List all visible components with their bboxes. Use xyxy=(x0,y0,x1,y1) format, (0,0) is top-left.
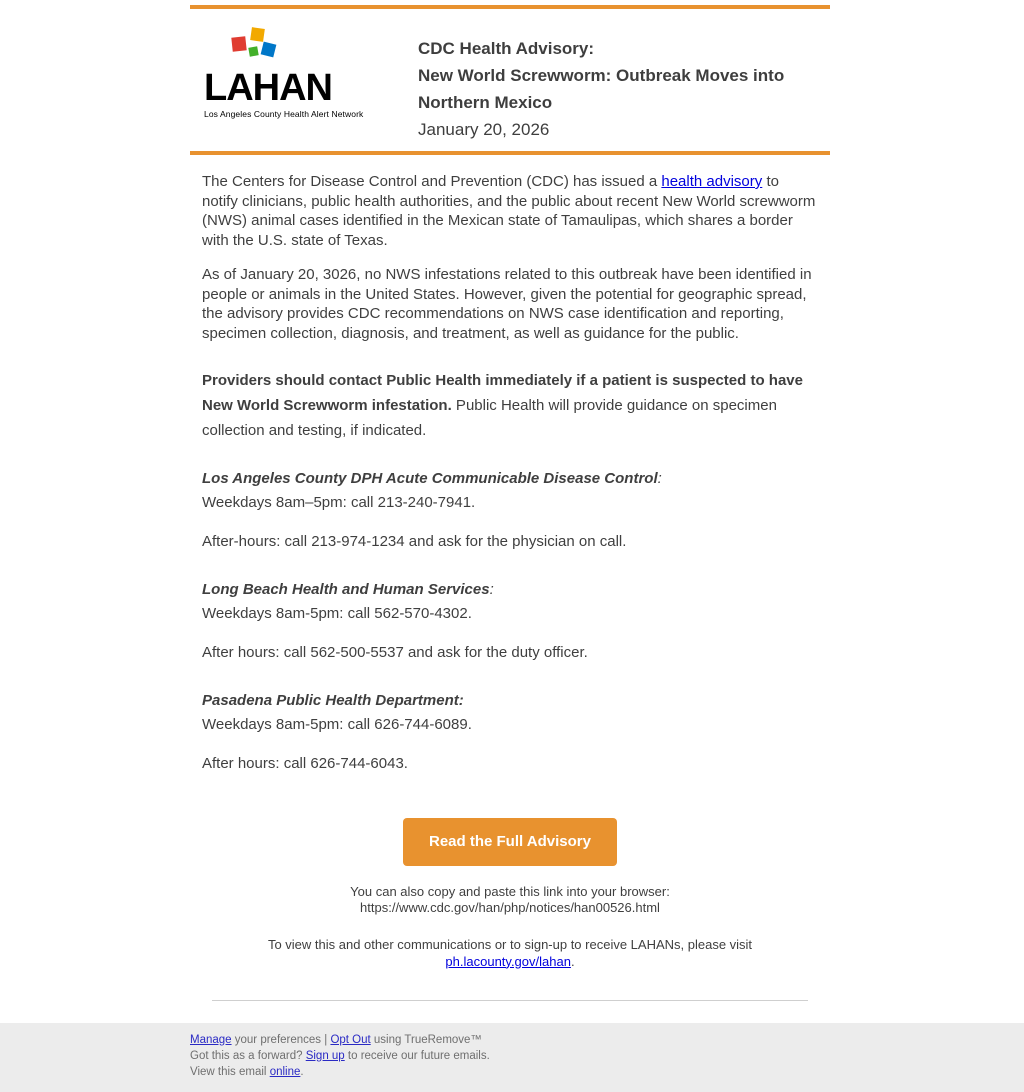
logo-gold-square-icon xyxy=(250,27,265,42)
contact-name: Los Angeles County DPH Acute Communicable Disease Control xyxy=(202,470,658,487)
advisory-url-text: https://www.cdc.gov/han/php/notices/han00526.html xyxy=(360,899,660,915)
contact-afterhours-line: After-hours: call 213-974-1234 and ask for the physician on call. xyxy=(202,533,627,550)
forward-text-after: to receive our future emails. xyxy=(344,1049,490,1062)
paragraph-intro xyxy=(202,172,818,250)
contact-name-suffix: : xyxy=(489,581,494,598)
sign-up-link[interactable]: Sign up xyxy=(305,1049,345,1062)
view-text-before: View this email xyxy=(190,1065,270,1078)
lahan-logo xyxy=(204,25,418,143)
logo-tagline: Los Angeles County Health Alert Network xyxy=(204,109,364,119)
email-header xyxy=(190,9,830,151)
contact-name: Pasadena Public Health Department: xyxy=(202,692,464,709)
intro-text-after-link: to notify clinicians, public health authorities, and the public about recent New World screwworm (NWS) animal cases identified in the Mexican state of Tamaulipas, which shares a border with the U.S. state of Texas. xyxy=(202,173,816,249)
logo-green-square-icon xyxy=(248,46,258,56)
view-text-after: . xyxy=(300,1065,304,1078)
contact-name: Long Beach Health and Human Services xyxy=(202,581,490,598)
contact-afterhours-line: After hours: call 562-500-5537 and ask for the duty officer. xyxy=(202,644,588,661)
copy-link-note xyxy=(202,884,818,916)
contact-block-la-county xyxy=(202,467,818,554)
provider-alert-bold: Providers should contact Public Health immediately if a patient is suspected to have New World Screwworm infestation. xyxy=(202,372,803,414)
contact-name-suffix: : xyxy=(657,470,662,487)
signup-note xyxy=(202,936,818,970)
contact-heading xyxy=(202,578,818,602)
email-content xyxy=(190,155,830,1001)
footer-preferences-line xyxy=(190,1032,1024,1048)
forward-text-before: Got this as a forward? xyxy=(190,1049,306,1062)
content-footer-divider xyxy=(212,1000,808,1001)
manage-preferences-link[interactable]: Manage xyxy=(190,1033,232,1046)
lahan-logo-squares-icon xyxy=(204,25,418,69)
logo-red-square-icon xyxy=(231,36,246,51)
contact-afterhours-line: After hours: call 626-744-6043. xyxy=(202,755,408,772)
intro-text-before-link: The Centers for Disease Control and Prevention (CDC) has issued a xyxy=(202,173,662,190)
footer-view-online-line xyxy=(190,1064,1024,1080)
copy-link-note-line1: You can also copy and paste this link into your browser: xyxy=(350,883,670,899)
email-container xyxy=(190,5,830,1001)
paragraph-status: As of January 20, 3026, no NWS infestations related to this outbreak have been identified in people or animals in the United States. However, given the potential for geographic spread, the advisory provides CDC recommendations on NWS case identification and reporting, specimen collection, diagnosis, and treatment, as well as guidance for the public. xyxy=(202,266,812,342)
advisory-date: January 20, 2026 xyxy=(418,120,550,139)
signup-text-before-link: To view this and other communications or to sign-up to receive LAHANs, please visit xyxy=(267,936,753,952)
advisory-title-line1: CDC Health Advisory: xyxy=(418,39,595,58)
signup-text-after-link: . xyxy=(570,953,575,969)
preferences-text: your preferences | xyxy=(231,1033,331,1046)
contact-hours-line: Weekdays 8am-5pm: call 626-744-6089. xyxy=(202,716,472,733)
health-advisory-link[interactable]: health advisory xyxy=(661,173,763,190)
advisory-title-line2: New World Screwworm: Outbreak Moves into xyxy=(418,66,785,85)
email-footer xyxy=(0,1023,1024,1092)
contact-block-pasadena xyxy=(202,689,818,776)
contact-hours-line: Weekdays 8am-5pm: call 562-570-4302. xyxy=(202,605,472,622)
contact-heading xyxy=(202,689,818,713)
contact-heading xyxy=(202,467,818,491)
contact-block-long-beach xyxy=(202,578,818,665)
cta-button-wrap xyxy=(202,818,818,866)
logo-wordmark: LAHAN xyxy=(204,67,332,109)
opt-out-link[interactable]: Opt Out xyxy=(330,1033,371,1046)
view-online-link[interactable]: online xyxy=(269,1065,301,1078)
trueremove-text: using TrueRemove™ xyxy=(370,1033,482,1046)
read-full-advisory-button[interactable]: Read the Full Advisory xyxy=(403,818,617,866)
footer-text xyxy=(190,1032,1024,1080)
advisory-title-block xyxy=(418,25,784,143)
logo-blue-square-icon xyxy=(261,42,277,58)
contact-hours-line: Weekdays 8am–5pm: call 213-240-7941. xyxy=(202,494,476,511)
footer-forward-line xyxy=(190,1048,1024,1064)
advisory-title-line3: Northern Mexico xyxy=(418,93,553,112)
lahan-signup-link[interactable]: ph.lacounty.gov/lahan xyxy=(445,953,571,969)
paragraph-provider-alert xyxy=(202,368,818,443)
provider-alert-rest: Public Health will provide guidance on specimen collection and testing, if indicated. xyxy=(202,397,777,439)
